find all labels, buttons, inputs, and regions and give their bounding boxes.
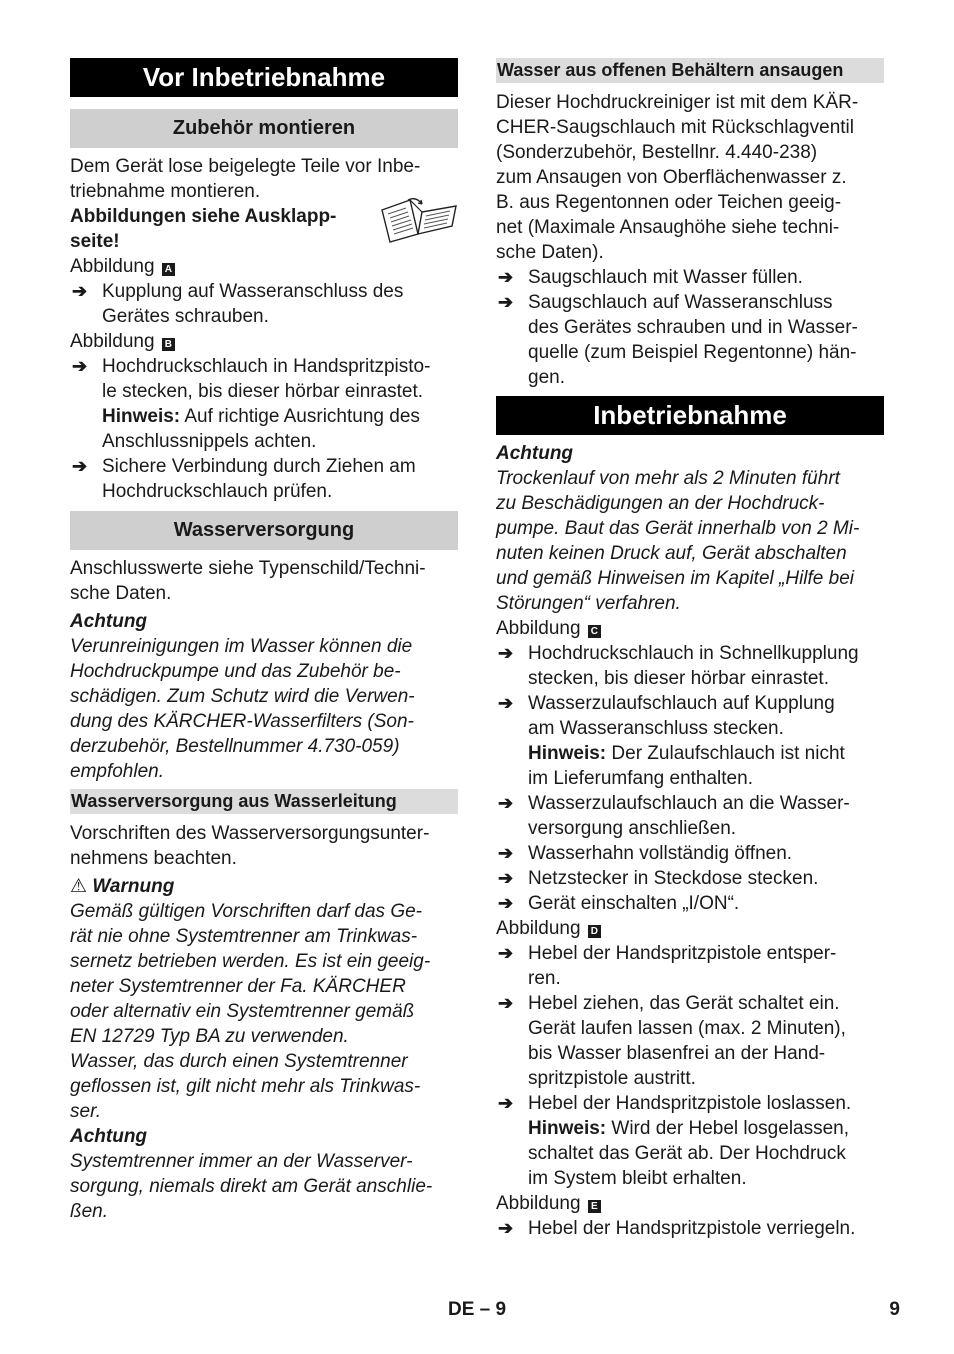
hint: Hinweis: Auf richtige Ausrichtung des xyxy=(102,406,420,427)
figure-letter-badge: C xyxy=(588,625,601,638)
arrow-right-icon: ➔ xyxy=(498,1093,514,1113)
figure-label-b: Abbildung B xyxy=(70,329,458,354)
figure-letter-badge: B xyxy=(162,338,175,351)
list-item: ➔ Hochdruckschlauch in Handspritzpisto- le stecken, bis dieser hörbar einrastet. Hinweis: Auf richtige Ausrichtung des Anschlussnippels achten. xyxy=(70,354,458,454)
behaelter-intro: Dieser Hochdruckreiniger ist mit dem KÄR- CHER-Saugschlauch mit Rückschlagventil (Sonderzubehör, Bestellnr. 4.440-238) zum Ansaugen von Oberflächenwasser z. B. aus Regentonnen oder Teichen geeig- net (Maximale Ansaughöhe siehe techni- sche Daten). xyxy=(496,92,859,263)
list-item: ➔ Gerät einschalten „I/ON“. xyxy=(498,893,740,914)
arrow-right-icon: ➔ xyxy=(498,843,514,863)
heading-wasserleitung: Wasserversorgung aus Wasserleitung xyxy=(70,789,458,814)
figure-letter-badge: D xyxy=(588,925,601,938)
caution-title: Achtung xyxy=(70,1126,148,1147)
arrow-right-icon: ➔ xyxy=(498,643,514,663)
warning-text: Gemäß gültigen Vorschriften darf das Ge- rät nie ohne Systemtrenner am Trinkwas- sernetz betrieben werden. Es ist ein geeig- neter Systemtrenner der Fa. KÄRCHER oder alternativ ein Systemtrenner gemäß EN 12729 Typ BA zu verwenden. Wasser, das durch einen Systemtrenner geflossen ist, gilt nicht mehr als Trinkwas- ser. xyxy=(70,901,431,1122)
arrow-right-icon: ➔ xyxy=(498,793,514,813)
zubehoer-intro: Dem Gerät lose beigelegte Teile vor Inbe- triebnahme montieren. xyxy=(70,156,421,202)
list-item: ➔ Hebel ziehen, das Gerät schaltet ein. Gerät laufen lassen (max. 2 Minuten), bis Wasser blasenfrei an der Hand- spritzpistole austritt. xyxy=(498,993,846,1089)
foldout-note: Abbildungen siehe Ausklapp- seite! xyxy=(70,204,458,254)
figure-label-d: Abbildung D xyxy=(496,916,884,941)
left-column xyxy=(70,58,458,1224)
footer-page-label: DE – 9 xyxy=(448,1299,507,1320)
caution-text: Verunreinigungen im Wasser können die Hochdruckpumpe und das Zubehör be- schädigen. Zum Schutz wird die Verwen- dung des KÄRCHER-Wasserfilters (Son- derzubehör, Bestellnummer 4.730-059) empfohlen. xyxy=(70,636,415,782)
caution-text: Trockenlauf von mehr als 2 Minuten führt zu Beschädigungen an der Hochdruck- pumpe. Baut das Gerät innerhalb von 2 Mi- nuten keinen Druck auf, Gerät abschalten und gemäß Hinweisen im Kapitel „Hilfe bei Störungen“ verfahren. xyxy=(496,468,860,614)
hint: Hinweis: Der Zulaufschlauch ist nicht xyxy=(528,743,845,764)
list-item: ➔ Netzstecker in Steckdose stecken. xyxy=(498,868,819,889)
list-item: ➔ Hebel der Handspritzpistole loslassen. Hinweis: Wird der Hebel losgelassen, schaltet das Gerät ab. Der Hochdruck im System bleibt erhalten. xyxy=(496,1091,884,1191)
list-item: ➔ Kupplung auf Wasseranschluss des Gerätes schrauben. xyxy=(72,281,404,327)
list-item: ➔ Saugschlauch auf Wasseranschluss des Gerätes schrauben und in Wasser- quelle (zum Beispiel Regentonne) hän- gen. xyxy=(498,292,858,388)
arrow-right-icon: ➔ xyxy=(498,1218,514,1238)
arrow-right-icon: ➔ xyxy=(498,993,514,1013)
figure-label-a: Abbildung A xyxy=(70,254,458,279)
warning-title: ⚠ Warnung xyxy=(70,876,175,897)
section-title-vor-inbetriebnahme: Vor Inbetriebnahme xyxy=(70,58,458,97)
leitung-intro: Vorschriften des Wasserversorgungsunter- nehmens beachten. xyxy=(70,823,430,869)
figure-letter-badge: A xyxy=(162,263,175,276)
list-item: ➔ Saugschlauch mit Wasser füllen. xyxy=(498,267,803,288)
list-item: ➔ Sichere Verbindung durch Ziehen am Hochdruckschlauch prüfen. xyxy=(72,456,416,502)
arrow-right-icon: ➔ xyxy=(498,693,514,713)
figure-label-c: Abbildung C xyxy=(496,616,884,641)
arrow-right-icon: ➔ xyxy=(498,267,514,287)
list-item: ➔ Hebel der Handspritzpistole verriegeln. xyxy=(498,1218,856,1239)
arrow-right-icon: ➔ xyxy=(72,281,88,301)
list-item: ➔ Wasserzulaufschlauch an die Wasser- versorgung anschließen. xyxy=(498,793,850,839)
list-item: ➔ Hebel der Handspritzpistole entsper- ren. xyxy=(498,943,837,989)
figure-label-e: Abbildung E xyxy=(496,1191,884,1216)
arrow-right-icon: ➔ xyxy=(72,456,88,476)
foldout-book-icon xyxy=(378,198,458,251)
wasser-intro: Anschlusswerte siehe Typenschild/Techni- sche Daten. xyxy=(70,558,426,604)
arrow-right-icon: ➔ xyxy=(498,292,514,312)
caution-title: Achtung xyxy=(496,443,574,464)
footer-page-number: 9 xyxy=(889,1299,900,1320)
arrow-right-icon: ➔ xyxy=(72,356,88,376)
caution-title: Achtung xyxy=(70,611,148,632)
list-item: ➔ Wasserhahn vollständig öffnen. xyxy=(498,843,793,864)
figure-letter-badge: E xyxy=(588,1200,601,1213)
list-item: ➔ Wasserzulaufschlauch auf Kupplung am Wasseranschluss stecken. Hinweis: Der Zulaufschlauch ist nicht im Lieferumfang enthalten. xyxy=(496,691,884,791)
heading-wasserversorgung: Wasserversorgung xyxy=(70,511,458,550)
list-item: ➔ Hochdruckschlauch in Schnellkupplung stecken, bis dieser hörbar einrastet. xyxy=(498,643,859,689)
warning-triangle-icon: ⚠ xyxy=(70,876,88,897)
right-column xyxy=(496,58,884,1241)
arrow-right-icon: ➔ xyxy=(498,868,514,888)
arrow-right-icon: ➔ xyxy=(498,943,514,963)
caution-text: Systemtrenner immer an der Wasserver- sorgung, niemals direkt am Gerät anschlie- ßen. xyxy=(70,1151,433,1222)
arrow-right-icon: ➔ xyxy=(498,893,514,913)
heading-behaelter: Wasser aus offenen Behältern ansaugen xyxy=(496,58,884,83)
section-title-inbetriebnahme: Inbetriebnahme xyxy=(496,396,884,435)
hint: Hinweis: Wird der Hebel losgelassen, xyxy=(528,1118,850,1139)
heading-zubehoer-montieren: Zubehör montieren xyxy=(70,109,458,148)
